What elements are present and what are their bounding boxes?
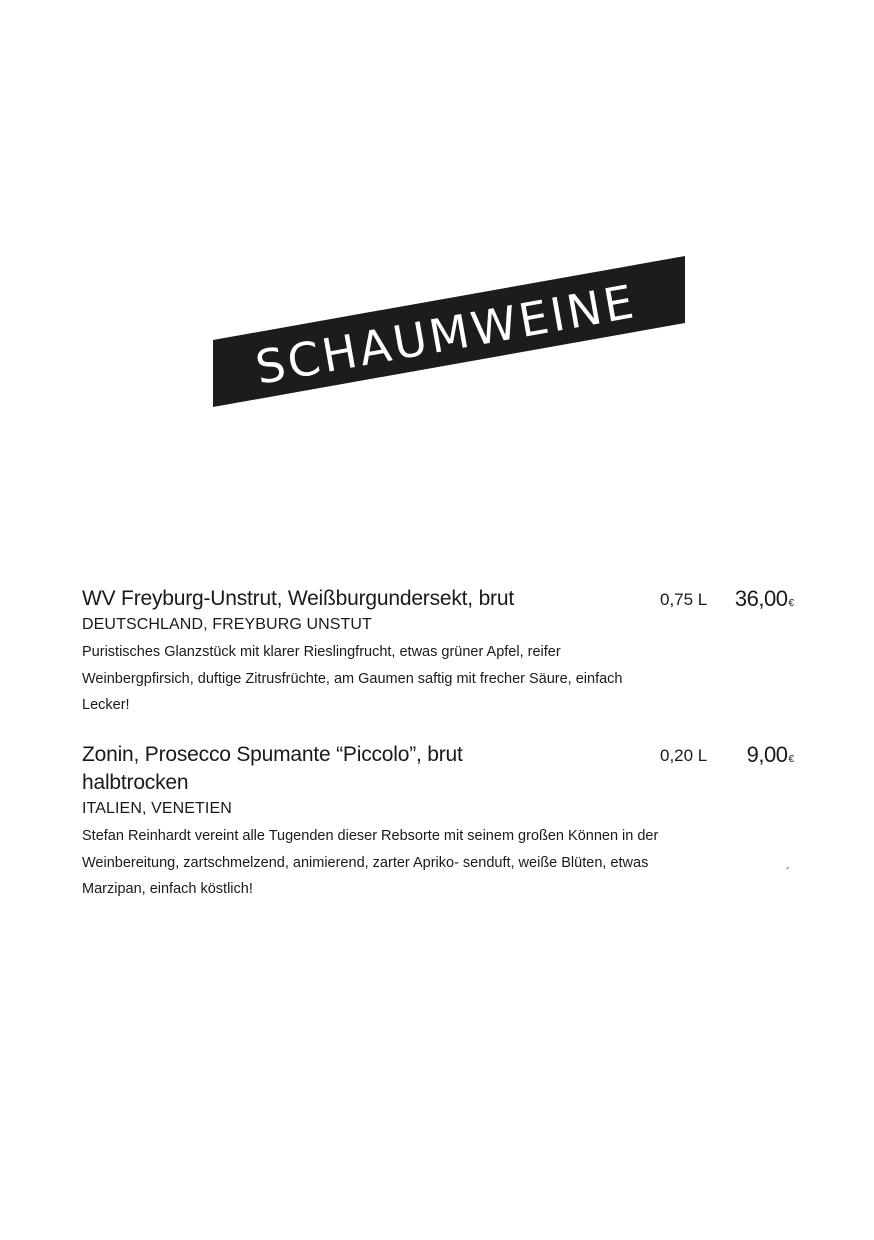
stray-mark: ´ — [786, 865, 790, 879]
item-origin: ITALIEN, VENETIEN — [82, 800, 232, 817]
menu-item — [82, 741, 794, 903]
item-price-value: 36,00 — [734, 586, 788, 611]
item-description: Puristisches Glanzstück mit klarer Rieslingfrucht, etwas grüner Apfel, reifer Weinbergpfirsich, duftige Zitrusfrüchte, am Gaumen saftig mit frecher Säure, einfach Lecker! — [82, 644, 623, 713]
item-volume: 0,20 L — [660, 746, 708, 765]
section-title: SCHAUMWEINE — [251, 274, 641, 395]
item-price — [747, 741, 794, 774]
section-banner-graphic — [213, 256, 685, 407]
item-name: Zonin, Prosecco Spumante “Piccolo”, brut halbtrocken — [82, 743, 463, 794]
section-banner — [213, 256, 685, 407]
item-description: Stefan Reinhardt vereint alle Tugenden dieser Rebsorte mit seinem großen Können in der Weinbereitung, zartschmelzend, animierend, zarter Apriko- senduft, weiße Blüten, etwas Marzipan, einfach köstlich! — [82, 828, 659, 897]
item-name: WV Freyburg-Unstrut, Weißburgundersekt, brut — [82, 587, 514, 610]
item-volume: 0,75 L — [660, 590, 708, 609]
item-price — [735, 585, 794, 618]
menu-item — [82, 585, 794, 719]
item-price-value: 9,00 — [746, 742, 788, 767]
currency-symbol: € — [788, 598, 794, 609]
item-origin: DEUTSCHLAND, FREYBURG UNSTUT — [82, 616, 372, 633]
currency-symbol: € — [788, 754, 794, 765]
